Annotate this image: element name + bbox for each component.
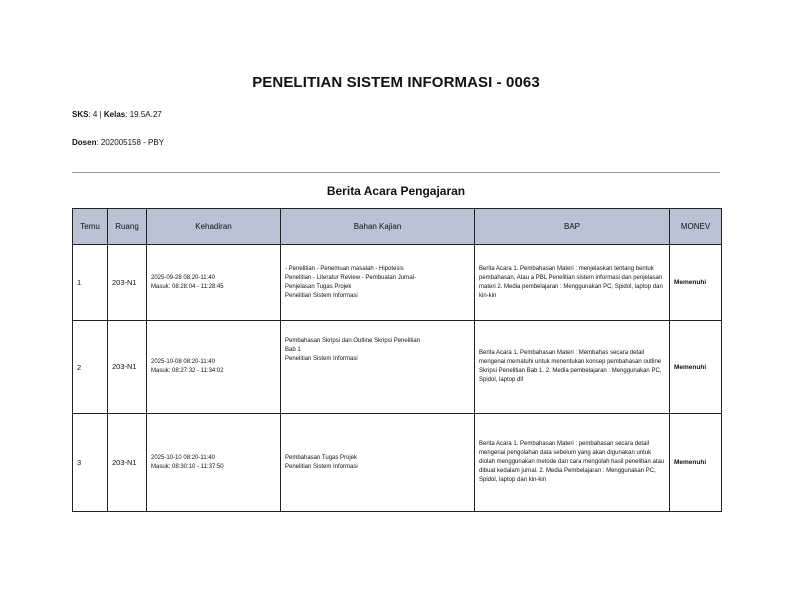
cell-kehadiran	[147, 414, 281, 512]
header-temu: Temu	[73, 209, 108, 245]
lecturer-meta	[72, 138, 164, 147]
header-bahan-kajian: Bahan Kajian	[281, 209, 475, 245]
cell-kehadiran	[147, 245, 281, 321]
cell-bahan-kajian	[281, 414, 475, 512]
header-monev: MONEV	[670, 209, 722, 245]
bahan-line: Bab 1	[285, 347, 301, 353]
table-header-row	[73, 209, 722, 245]
bahan-line: - Penelitian - Penemuan masalah - Hipotesis	[285, 265, 404, 272]
cell-bap: Berita Acara 1. Pembahasan Materi : menjelaskan tentang bentuk pembahasan, Atau a PBL Penelitian sistem informasi dan penjelasan materi 2. Media pembelajaran : Menggunakan PC, Spidol, laptop dan kin-kin	[475, 245, 670, 321]
attendance-time: Masuk: 08:28:04 - 11:28:45	[151, 283, 224, 290]
cell-kehadiran	[147, 321, 281, 414]
page-title: PENELITIAN SISTEM INFORMASI - 0063	[252, 74, 540, 91]
attendance-time: Masuk: 08:27:32 - 11:34:02	[151, 368, 224, 374]
cell-bahan-kajian	[281, 321, 475, 414]
cell-temu: 1	[73, 245, 108, 321]
header-kehadiran: Kehadiran	[147, 209, 281, 245]
cell-bap: Berita Acara 1. Pembahasan Materi : pembahasan secara detail mengenai pengolahan data sebelum yang akan digunakan untuk diolah menggunakan metode dan cara mengolah hasil penelitian atau dibuat kedalam jurnal. 2. Media Pembelajaran : Menggunakan PC, Spidol, laptop dan kin-kin	[475, 414, 670, 512]
header-bap: BAP	[475, 209, 670, 245]
cell-ruang: 203-N1	[108, 414, 147, 512]
cell-monev: Memenuhi	[670, 414, 722, 512]
teaching-record-table	[72, 208, 722, 512]
cell-monev: Memenuhi	[670, 321, 722, 414]
meta-separator: |	[99, 110, 102, 119]
table-row	[73, 245, 722, 321]
header-ruang: Ruang	[108, 209, 147, 245]
schedule-time: 2025-10-08 08:20-11:40	[151, 359, 215, 365]
schedule-time: 2025-09-28 08:20-11:40	[151, 274, 215, 281]
dosen-value: : 202005158 - PBY	[96, 138, 165, 147]
schedule-time: 2025-10-10 08:20-11:40	[151, 454, 215, 461]
cell-bap: Berita Acara 1. Pembahasan Materi : Membahas secara detail mengenai mematuhi untuk menentukan konsep pembahasan outline Skripsi Penelitian Bab 1. 2. Media pembelajaran : Menggunakan PC, Spidol, laptop dll	[475, 321, 670, 414]
kelas-value: : 19.5A.27	[125, 110, 162, 119]
cell-ruang: 203-N1	[108, 321, 147, 414]
attendance-time: Masuk: 08:30:10 - 11:37:50	[151, 463, 224, 470]
table-row	[73, 414, 722, 512]
section-title: Berita Acara Pengajaran	[326, 184, 466, 198]
cell-monev: Memenuhi	[670, 245, 722, 321]
cell-temu: 3	[73, 414, 108, 512]
bahan-line: Penelitian Sistem Informasi	[285, 356, 358, 362]
dosen-label: Dosen	[72, 138, 97, 147]
bahan-line: Penjelasan Tugas Projek	[285, 283, 352, 290]
course-meta	[72, 110, 162, 119]
kelas-label: Kelas	[103, 110, 126, 119]
cell-temu: 2	[73, 321, 108, 414]
bahan-line: Pembahasan Skripsi dan Outline Skripsi Penelitian	[285, 338, 421, 344]
bahan-line: Penelitian Sistem Informasi	[285, 463, 358, 470]
bahan-line: Penelitian - Literatur Review - Pembuatan Jurnal-	[285, 274, 417, 281]
cell-bahan-kajian	[281, 245, 475, 321]
cell-ruang: 203-N1	[108, 245, 147, 321]
horizontal-rule	[72, 172, 720, 173]
bahan-line: Pembahasan Tugas Projek	[285, 454, 358, 461]
sks-value: : 4	[88, 110, 98, 119]
sks-label: SKS	[72, 110, 89, 119]
table-row	[73, 321, 722, 414]
bahan-line: Penelitian Sistem Informasi	[285, 292, 358, 299]
